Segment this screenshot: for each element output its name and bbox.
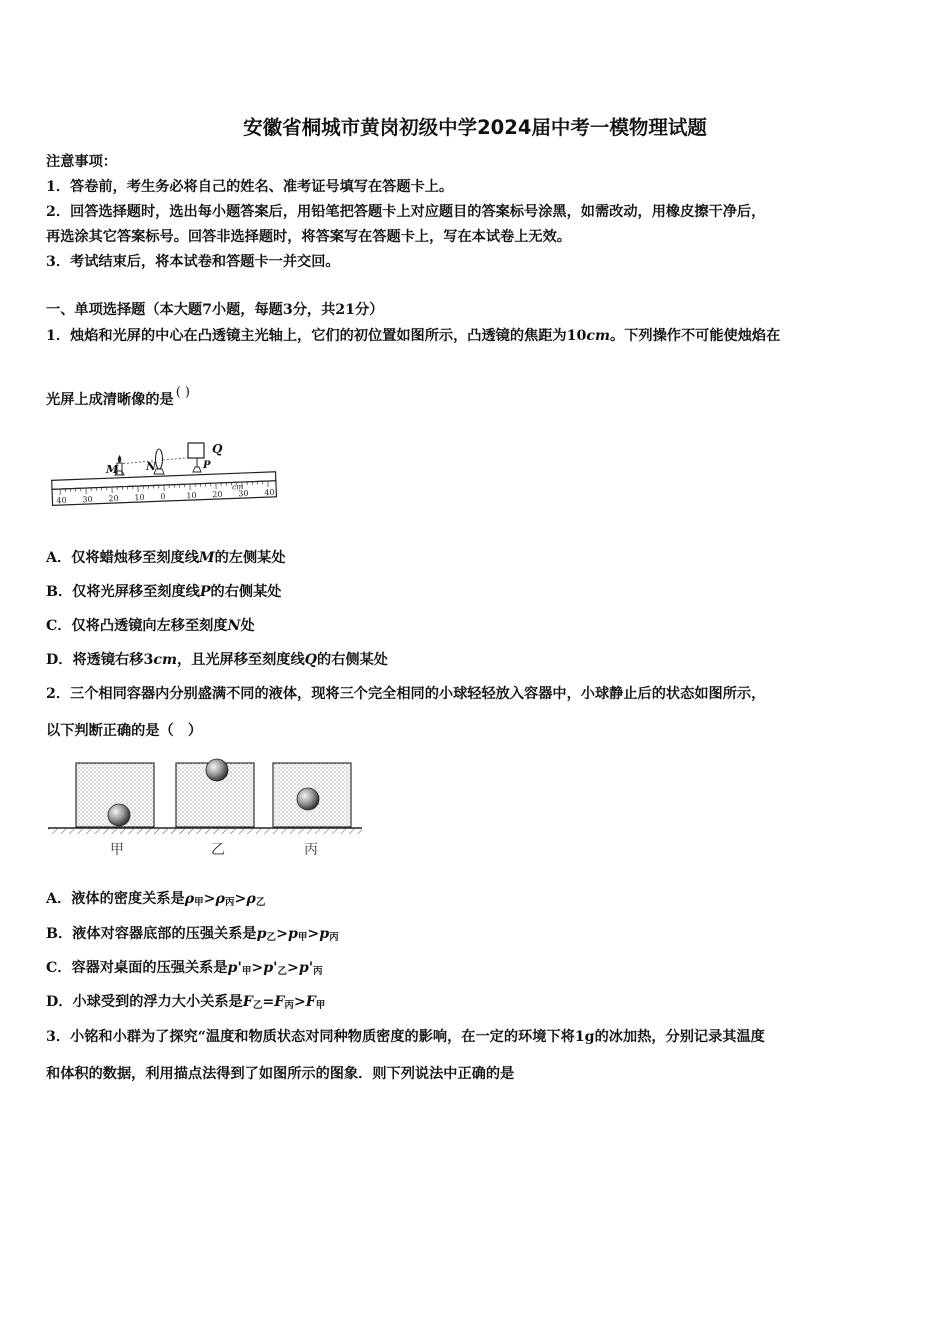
q1-option-d[interactable]	[46, 650, 388, 670]
q1-unit: cm	[586, 328, 611, 344]
sub-yi: 乙	[255, 897, 266, 908]
label-yi: 乙	[211, 842, 225, 858]
p-prime-symbol: p'	[263, 960, 278, 976]
convex-lens	[156, 449, 163, 469]
p-symbol: p	[256, 926, 267, 942]
bench-tick-label: 20	[108, 493, 119, 504]
label-p: P	[203, 460, 211, 471]
sub-bing: 丙	[313, 966, 323, 977]
q3-stem-a: 3．小铭和小群为了探究“温度和物质状态对同种物质密度的影响，在一定的环境下将	[46, 1029, 575, 1045]
q1-option-d-unit: cm	[153, 652, 177, 668]
q3-mass: 1g	[574, 1029, 595, 1045]
label-q: Q	[212, 442, 223, 456]
q3-stem-line2: 和体积的数据，利用描点法得到了如图所示的图象．则下列说法中正确的是	[46, 1066, 515, 1082]
table-hatch	[48, 828, 362, 834]
bench-tick-label: 40	[56, 495, 67, 506]
bench-tick-label: 10	[186, 490, 197, 501]
sub-yi: 乙	[277, 966, 287, 977]
sub-jia: 甲	[315, 1000, 326, 1011]
q2-option-a[interactable]	[46, 889, 265, 913]
q1-option-d-var: Q	[304, 652, 318, 668]
q1-option-d-mid: ，且光屏移至刻度线	[176, 652, 305, 668]
p-symbol: p	[319, 926, 330, 942]
q1-option-a-var: M	[198, 550, 215, 566]
sub-bing: 丙	[284, 1000, 294, 1011]
q1-stem-line2	[46, 385, 190, 411]
q1-stem-line2-text: 光屏上成清晰像的是	[46, 392, 174, 408]
q1-option-b-var: P	[199, 584, 211, 600]
q3-stem	[46, 1027, 765, 1047]
sub-jia: 甲	[297, 932, 308, 943]
bench-tick-label: 0	[160, 492, 166, 502]
q2-option-a-text: A．液体的密度关系是	[46, 891, 185, 907]
gt-symbol: >	[203, 891, 216, 907]
sub-jia: 甲	[241, 966, 252, 977]
q2-option-d[interactable]	[46, 992, 325, 1016]
label-bing: 丙	[304, 842, 318, 858]
notice-item-2: 2．回答选择题时，选出每小题答案后，用铅笔把答题卡上对应题目的答案标号涂黑，如需改动，用橡皮擦干净后，	[46, 204, 766, 220]
gt-symbol: >	[307, 926, 320, 942]
notice-item-2-cont: 再选涂其它答案标号。回答非选择题时，将答案写在答题卡上，写在本试卷上无效。	[46, 229, 571, 245]
q2-option-d-text: D．小球受到的浮力大小关系是	[46, 994, 243, 1010]
p-symbol: p	[287, 926, 298, 942]
q1-option-d-text: D．将透镜右移	[46, 652, 144, 668]
rho-symbol: ρ	[246, 891, 256, 907]
p-prime-symbol: p'	[227, 960, 242, 976]
f-symbol: F	[242, 994, 253, 1010]
q3-stem-b: 的冰加热，分别记录其温度	[594, 1029, 765, 1045]
q2-option-b[interactable]	[46, 924, 339, 948]
q1-option-b-post: 的右侧某处	[210, 584, 282, 600]
ball-yi	[206, 759, 228, 781]
label-m: M	[106, 463, 119, 476]
q1-focal: 10	[566, 328, 587, 344]
notice-heading: 注意事项：	[46, 154, 117, 170]
q1-option-a-text: A．仅将蜡烛移至刻度线	[46, 550, 199, 566]
light-screen	[188, 443, 204, 458]
q1-option-c-text: C．仅将凸透镜向左移至刻度	[46, 618, 228, 634]
q2-option-b-text: B．液体对容器底部的压强关系是	[46, 926, 257, 942]
q1-stem	[46, 326, 780, 346]
rho-symbol: ρ	[215, 891, 225, 907]
q1-option-c-var: N	[227, 618, 241, 634]
q1-stem-b: 。下列操作不可能使烛焰在	[610, 328, 781, 344]
label-jia: 甲	[110, 842, 124, 858]
eq-symbol: =	[262, 994, 275, 1010]
screen-holder	[193, 467, 201, 472]
f-symbol: F	[305, 994, 316, 1010]
containers-figure	[46, 755, 364, 863]
q2-stem: 2．三个相同容器内分别盛满不同的液体，现将三个完全相同的小球轻轻放入容器中，小球静止后的状态如图所示，	[46, 686, 766, 702]
q1-stem-a: 1．烛焰和光屏的中心在凸透镜主光轴上，它们的初位置如图所示，凸透镜的焦距为	[46, 328, 567, 344]
label-n: N	[146, 460, 157, 473]
ball-bing	[297, 788, 319, 810]
bench-tick-label: 30	[238, 488, 249, 499]
q1-option-c-post: 处	[240, 618, 255, 634]
q2-stem-line2: 以下判断正确的是（ ）	[46, 723, 203, 739]
sub-bing: 丙	[329, 932, 339, 943]
gt-symbol: >	[293, 994, 306, 1010]
bench-tick-label: 10	[134, 492, 145, 503]
page-title: 安徽省桐城市黄岗初级中学2024届中考一模物理试题	[243, 116, 707, 139]
gt-symbol: >	[251, 960, 264, 976]
gt-symbol: >	[234, 891, 247, 907]
bench-tick-label: 40	[264, 487, 275, 498]
sub-yi: 乙	[252, 1000, 263, 1011]
rho-symbol: ρ	[184, 891, 195, 907]
optical-bench-figure	[46, 437, 286, 517]
q1-option-a-post: 的左侧某处	[214, 550, 286, 566]
f-symbol: F	[274, 994, 285, 1010]
q1-option-b[interactable]	[46, 582, 282, 602]
q1-option-d-num: 3	[143, 652, 154, 668]
section-heading: 一、单项选择题（本大题7小题，每题3分，共21分）	[46, 302, 384, 318]
candle-flame-icon	[118, 455, 122, 463]
bench-unit-label: cm	[231, 482, 244, 492]
sub-jia: 甲	[194, 897, 204, 908]
q2-option-c[interactable]	[46, 958, 323, 982]
q1-answer-paren: ( )	[175, 385, 190, 400]
sub-bing: 丙	[224, 897, 235, 908]
q1-option-c[interactable]	[46, 616, 255, 636]
sub-yi: 乙	[266, 932, 277, 943]
gt-symbol: >	[287, 960, 299, 976]
ball-jia	[108, 804, 130, 826]
q1-option-b-text: B．仅将光屏移至刻度线	[46, 584, 200, 600]
notice-item-3: 3．考试结束后，将本试卷和答题卡一并交回。	[46, 254, 340, 270]
q1-option-a[interactable]	[46, 548, 286, 568]
q2-option-c-text: C．容器对桌面的压强关系是	[46, 960, 228, 976]
bench-tick-label: 20	[212, 489, 223, 500]
q1-option-d-post: 的右侧某处	[317, 652, 388, 668]
p-prime-symbol: p'	[298, 960, 314, 976]
gt-symbol: >	[276, 926, 288, 942]
bench-tick-label: 30	[82, 494, 93, 505]
notice-item-1: 1．答卷前，考生务必将自己的姓名、准考证号填写在答题卡上。	[46, 179, 454, 195]
